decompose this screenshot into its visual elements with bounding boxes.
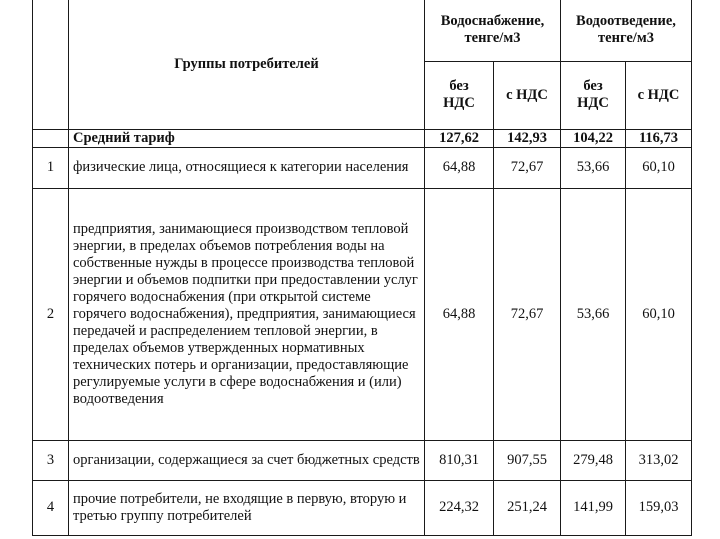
row-description: организации, содержащиеся за счет бюджетных средств	[69, 440, 425, 480]
groups-header: Группы потребителей	[69, 0, 425, 129]
water-disposal-header: Водоотведение, тенге/м3	[561, 0, 692, 61]
disposal-without-vat: 53,66	[561, 147, 626, 188]
average-num-cell	[33, 129, 69, 147]
average-disposal-without-vat: 104,22	[561, 129, 626, 147]
table-row	[33, 147, 692, 188]
average-supply-with-vat: 142,93	[494, 129, 561, 147]
disposal-with-vat-header: с НДС	[626, 61, 692, 129]
disposal-without-vat: 53,66	[561, 188, 626, 440]
supply-without-vat: 224,32	[425, 480, 494, 535]
supply-with-vat: 907,55	[494, 440, 561, 480]
disposal-without-vat: 141,99	[561, 480, 626, 535]
table-row	[33, 188, 692, 440]
supply-with-vat: 72,67	[494, 147, 561, 188]
table-row	[33, 480, 692, 535]
row-number: 4	[33, 480, 69, 535]
water-supply-header: Водоснабжение, тенге/м3	[425, 0, 561, 61]
disposal-without-vat: 279,48	[561, 440, 626, 480]
row-description: предприятия, занимающиеся производством тепловой энергии, в пределах объемов потребления воды на собственные нужды в процессе производства тепловой энергии и объемов подпитки при предоставлении услуг горячего водоснабжения (при открытой системе горячего водоснабжения), предприятия, занимающиеся передачей и распределением тепловой энергии, в пределах объемов утвержденных нормативных технических потерь и организации, предоставляющие регулируемые услуги в сфере водоснабжения и (или) водоотведения	[69, 188, 425, 440]
supply-without-vat: 64,88	[425, 147, 494, 188]
row-description: физические лица, относящиеся к категории населения	[69, 147, 425, 188]
header-num-cell	[33, 0, 69, 129]
row-number: 1	[33, 147, 69, 188]
disposal-with-vat: 60,10	[626, 147, 692, 188]
tariff-table	[32, 0, 692, 536]
disposal-without-vat-header: без НДС	[561, 61, 626, 129]
disposal-with-vat: 60,10	[626, 188, 692, 440]
supply-without-vat-header: без НДС	[425, 61, 494, 129]
supply-without-vat: 810,31	[425, 440, 494, 480]
row-number: 3	[33, 440, 69, 480]
supply-without-vat: 64,88	[425, 188, 494, 440]
row-description: прочие потребители, не входящие в первую, вторую и третью группу потребителей	[69, 480, 425, 535]
table-row	[33, 440, 692, 480]
average-supply-without-vat: 127,62	[425, 129, 494, 147]
supply-with-vat: 72,67	[494, 188, 561, 440]
average-disposal-with-vat: 116,73	[626, 129, 692, 147]
average-label: Средний тариф	[69, 129, 425, 147]
average-row	[33, 129, 692, 147]
supply-with-vat: 251,24	[494, 480, 561, 535]
row-number: 2	[33, 188, 69, 440]
disposal-with-vat: 313,02	[626, 440, 692, 480]
disposal-with-vat: 159,03	[626, 480, 692, 535]
supply-with-vat-header: с НДС	[494, 61, 561, 129]
header-row-1	[33, 0, 692, 61]
